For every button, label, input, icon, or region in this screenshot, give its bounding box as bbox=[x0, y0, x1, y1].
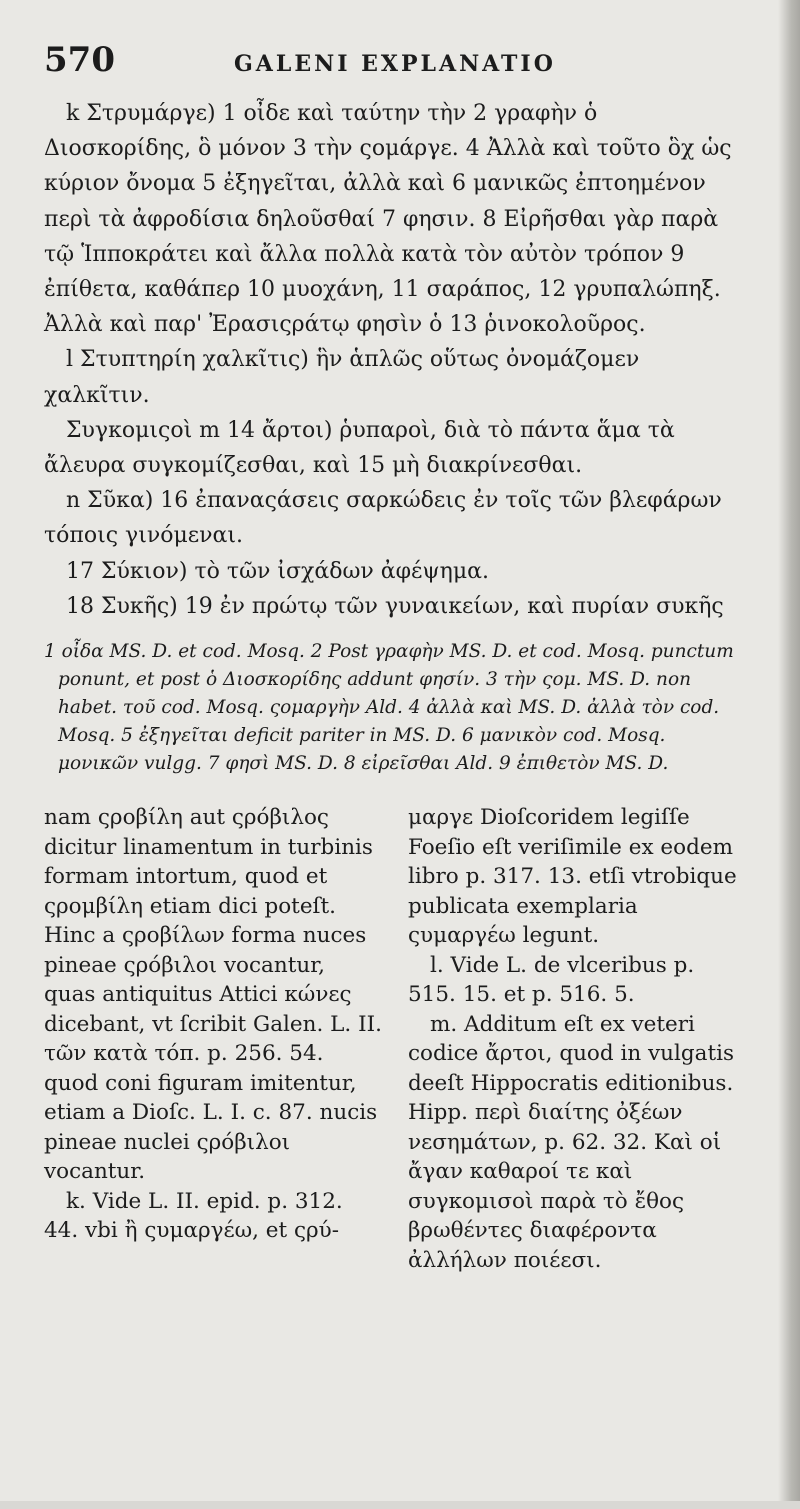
page-number: 570 bbox=[44, 40, 115, 80]
main-text-block bbox=[44, 96, 760, 624]
footnote: 1 οἶδα MS. D. et cod. Mosq. 2 Post γραφὴν MS. D. et cod. Mosq. punctum ponunt, et post ὁ Διοσκορίδης addunt φησίν. 3 τὴν ςομ. MS. D. non habet. τοῦ cod. Mosq. ςομαργὴν Ald. 4 ἀλλὰ καὶ MS. D. ἀλλὰ τὸν cod. Mosq. 5 ἐξηγεῖται deficit pariter in MS. D. 6 μανικὸν cod. Mosq. μονικῶν vulgg. 7 φησὶ MS. D. 8 εἰρεῖσθαι Ald. 9 ἐπιθετὸν MS. D. bbox=[44, 641, 734, 775]
page-bottom-edge bbox=[0, 1501, 800, 1509]
page-header bbox=[44, 40, 760, 96]
main-paragraph: k Στρυμάργε) 1 οἶδε καὶ ταύτην τὴν 2 γραφὴν ὁ Διοσκορίδης, ὃ μόνον 3 τὴν ςομάργε. 4 Ἀλλὰ καὶ τοῦτο ὃχ ὡς κύριον ὄνομα 5 ἐξηγεῖται, ἀλλὰ καὶ 6 μανικῶς ἐπτοημένον περὶ τὰ ἀφροδίσια δηλοῦσθαί 7 φησιν. 8 Εἰρῆσθαι γὰρ παρὰ τῷ Ἱπποκράτει καὶ ἄλλα πολλὰ κατὰ τὸν αὐτὸν τρόπον 9 ἐπίθετα, καθάπερ 10 μυοχάνη, 11 σαράπος, 12 γρυπαλώπηξ. Ἀλλὰ καὶ παρ' Ἐρασιςράτῳ φησὶν ὁ 13 ῥινοκολοῦρος. bbox=[44, 101, 732, 338]
commentary-columns bbox=[44, 803, 760, 1275]
main-paragraph: 17 Σύκιον) τὸ τῶν ἰσχάδων ἀφέψημα. bbox=[66, 558, 489, 584]
page-edge-shadow bbox=[778, 0, 800, 1509]
commentary-paragraph: l. Vide L. de vlceribus p. 515. 15. et p. 516. 5. bbox=[408, 952, 695, 1008]
main-paragraph: Συγκομιςοὶ m 14 ἄρτοι) ῥυπαροὶ, διὰ τὸ πάντα ἅμα τὰ ἄλευρα συγκομίζεσθαι, καὶ 15 μὴ διακρίνεσθαι. bbox=[44, 417, 675, 479]
main-paragraph: l Στυπτηρίη χαλκῖτις) ἣν ἁπλῶς οὕτως ὀνομάζομεν χαλκῖτιν. bbox=[44, 347, 640, 408]
main-paragraph: n Σῦκα) 16 ἐπαναςάσεις σαρκώδεις ἐν τοῖς τῶν βλεφάρων τόποις γινόμεναι. bbox=[44, 488, 722, 549]
commentary-left-column bbox=[44, 803, 382, 1275]
commentary-paragraph: m. Additum eſt ex veteri codice ἄρτοι, quod in vulgatis deeſt Hippocratis editionibus. Hipp. περὶ διαίτης ὀξέων νεσημάτων, p. 62. 32. Καὶ οἱ ἄγαν καθαροί τε καὶ συγκομισοὶ παρὰ τὸ ἔθος βρωθέντες διαφέροντα ἀλλήλων ποιέεσι. bbox=[408, 1011, 735, 1273]
running-head: GALENI EXPLANATIO bbox=[234, 51, 556, 77]
commentary-right-column bbox=[408, 803, 746, 1275]
main-paragraph: 18 Συκῆς) 19 ἐν πρώτῳ τῶν γυναικείων, καὶ πυρίαν συκῆς bbox=[66, 593, 724, 619]
commentary-paragraph: μαργε Dioſcoridem legiſſe Foeſio eſt veriſimile ex eodem libro p. 317. 13. etſi vtrobique publicata exemplaria ςυμαργέω legunt. bbox=[408, 805, 737, 949]
commentary-paragraph: k. Vide L. II. epid. p. 312. 44. vbi ἢ ςυμαργέω, et ςρύ- bbox=[44, 1188, 343, 1244]
footnotes bbox=[44, 638, 760, 778]
commentary-paragraph: nam ςροβίλη aut ςρόβιλος dicitur linamentum in turbinis formam intortum, quod et ςρομβίλη etiam dici poteſt. Hinc a ςροβίλων forma nuces pineae ςρόβιλοι vocantur, quas antiquitus Attici κώνες dicebant, vt ſcribit Galen. L. II. τῶν κατὰ τόπ. p. 256. 54. quod coni figuram imitentur, etiam a Dioſc. L. I. c. 87. nucis pineae nuclei ςρόβιλοι vocantur. bbox=[44, 805, 382, 1185]
